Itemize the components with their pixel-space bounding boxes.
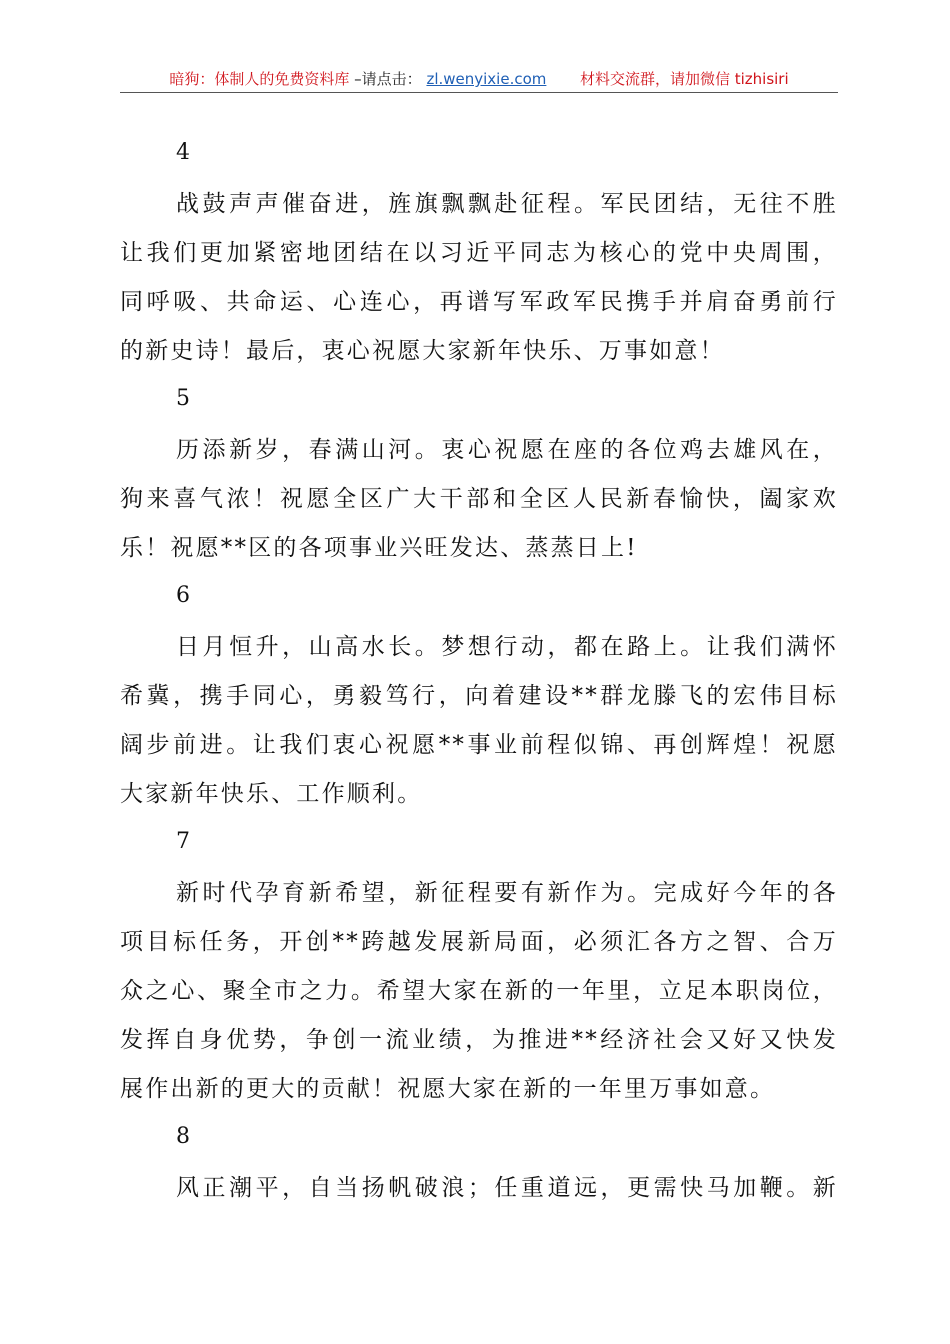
- paragraph-line: 历添新岁，春满山河。衷心祝愿在座的各位鸡去雄风在，: [176, 437, 838, 463]
- paragraph-line: 狗来喜气浓！祝愿全区广大干部和全区人民新春愉快，阖家欢: [120, 486, 838, 512]
- paragraph-line: 日月恒升，山高水长。梦想行动，都在路上。让我们满怀: [176, 634, 838, 660]
- paragraph-line: 项目标任务，开创**跨越发展新局面，必须汇各方之智、合万: [120, 929, 838, 955]
- paragraph-line: 让我们更加紧密地团结在以习近平同志为核心的党中央周围，: [120, 240, 838, 266]
- section-number-5: 5: [176, 386, 190, 411]
- paragraph-line: 发挥自身优势，争创一流业绩，为推进**经济社会又好又快发: [120, 1027, 838, 1053]
- paragraph-line: 大家新年快乐、工作顺利。: [120, 781, 423, 807]
- paragraph-line: 的新史诗！最后，衷心祝愿大家新年快乐、万事如意！: [120, 338, 725, 364]
- paragraph-7: [120, 869, 838, 1114]
- section-number-7: 7: [176, 829, 190, 854]
- paragraph-line: 乐！祝愿**区的各项事业兴旺发达、蒸蒸日上!: [120, 535, 638, 561]
- header-contact: 材料交流群，请加微信 tizhisiri: [579, 70, 789, 88]
- paragraph-6: [120, 623, 838, 819]
- page-header: [120, 66, 838, 93]
- paragraph-line: 众之心、聚全市之力。希望大家在新的一年里，立足本职岗位，: [120, 978, 838, 1004]
- header-link[interactable]: zl.wenyixie.com: [426, 70, 547, 88]
- header-brand: 暗狗：体制人的免费资料库: [169, 70, 350, 88]
- paragraph-line: 展作出新的更大的贡献！祝愿大家在新的一年里万事如意。: [120, 1076, 776, 1102]
- paragraph-line: 新时代孕育新希望，新征程要有新作为。完成好今年的各: [176, 880, 838, 906]
- paragraph-5: [120, 426, 838, 573]
- section-number-8: 8: [176, 1124, 190, 1149]
- header-click-prompt: –请点击：: [354, 70, 422, 88]
- paragraph-line: 风正潮平，自当扬帆破浪；任重道远，更需快马加鞭。新: [176, 1175, 838, 1201]
- paragraph-line: 战鼓声声催奋进，旌旗飘飘赴征程。军民团结，无往不胜: [176, 191, 838, 217]
- paragraph-line: 同呼吸、共命运、心连心，再谱写军政军民携手并肩奋勇前行: [120, 289, 838, 315]
- paragraph-line: 希冀，携手同心，勇毅笃行，向着建设**群龙滕飞的宏伟目标: [120, 683, 838, 709]
- paragraph-8: [176, 1164, 838, 1213]
- paragraph-line: 阔步前进。让我们衷心祝愿**事业前程似锦、再创辉煌！祝愿: [120, 732, 838, 758]
- document-body: [120, 134, 838, 1217]
- section-number-4: 4: [176, 140, 190, 165]
- section-number-6: 6: [176, 583, 190, 608]
- paragraph-4: [120, 180, 838, 376]
